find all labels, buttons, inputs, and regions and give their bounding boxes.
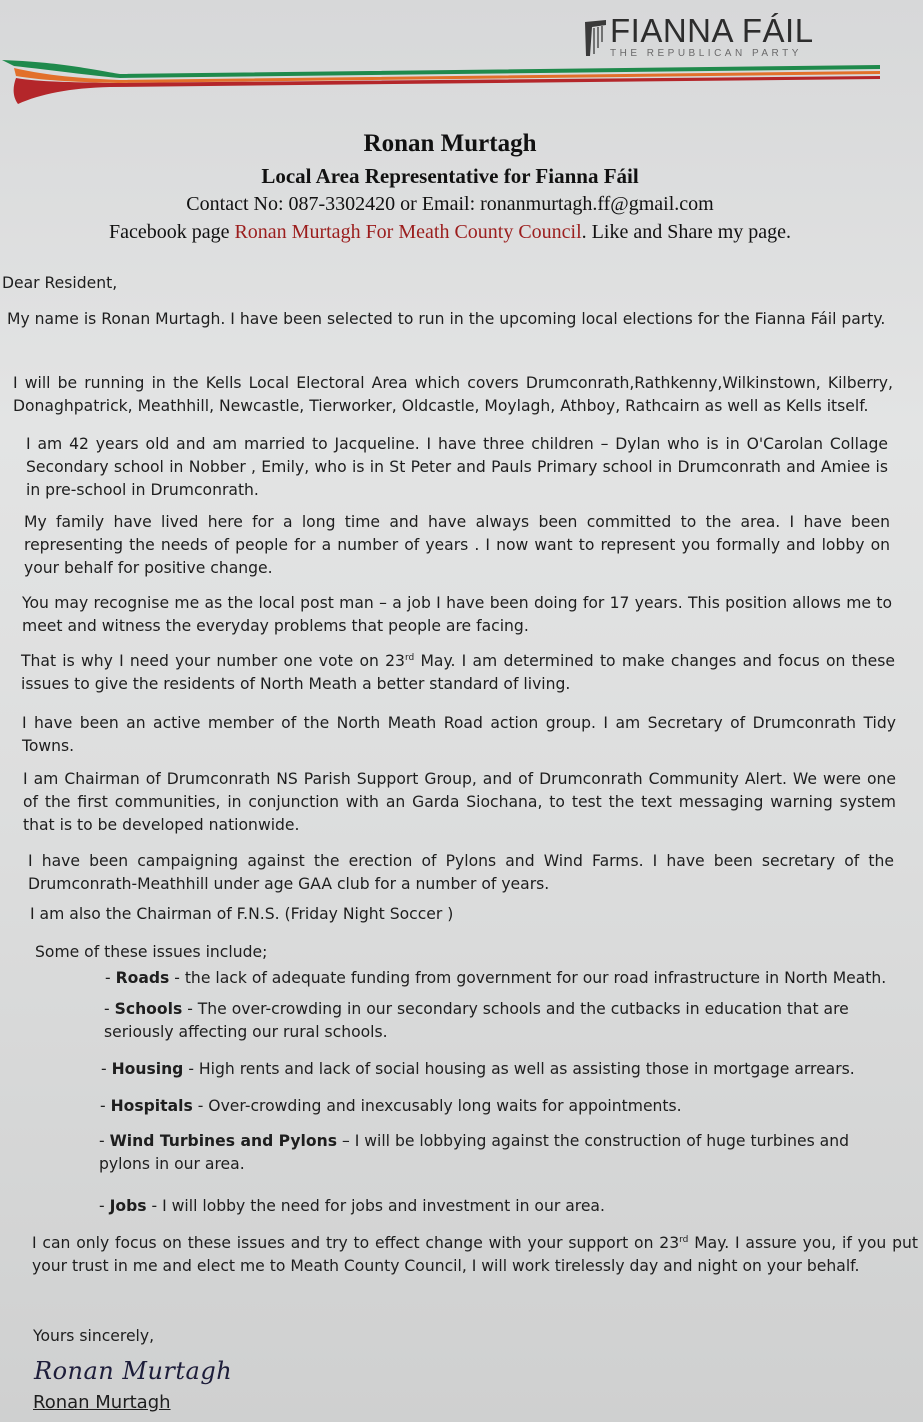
tricolour-swoosh <box>0 52 923 112</box>
issue-title: Wind Turbines and Pylons <box>109 1132 337 1150</box>
appeal-text-b: May. I assure you, if you put your trust in me and elect me to Meath County Council, I will work tirelessly day and night on your behalf. <box>32 1234 918 1275</box>
appeal-text-a: I can only focus on these issues and try to effect change with your support on 23 <box>32 1234 680 1252</box>
facebook-prefix: Facebook page <box>108 221 235 243</box>
logo-brand: FIANNA FÁIL <box>610 12 814 49</box>
issue-title: Hospitals <box>110 1097 193 1115</box>
issue-item-jobs: - Jobs - I will lobby the need for jobs and investment in our area. <box>99 1197 605 1215</box>
paragraph-pylons: I have been campaigning against the erection of Pylons and Wind Farms. I have been secretary of the Drumconrath-Meathhill under age GAA club for a number of years. <box>28 852 894 893</box>
vote-date-suffix: rd <box>404 652 415 663</box>
paragraph-electoral-area: I will be running in the Kells Local Electoral Area which covers Drumconrath,Rathkenny,Wilkinstown, Kilberry, Donaghpatrick, Meathhill, Newcastle, Tierworker, Oldcastle, Moylagh, Athboy, Rathcairn as well as Kells itself. <box>13 374 893 415</box>
salutation: Dear Resident, <box>2 274 118 292</box>
facebook-line <box>0 218 900 246</box>
paragraph-community: I am Chairman of Drumconrath NS Parish Support Group, and of Drumconrath Community Alert. We were one of the first communities, in conjunction with an Garda Siochana, to test the text messaging warning system that is to be developed nationwide. <box>23 770 896 834</box>
issue-item-roads: - Roads - the lack of adequate funding from government for our road infrastructure in North Meath. <box>105 969 887 987</box>
issue-item-schools: - Schools - The over-crowding in our secondary schools and the cutbacks in education that are seriously affecting our rural schools. <box>104 1000 849 1041</box>
issue-item-wind-turbines: - Wind Turbines and Pylons – I will be lobbying against the construction of huge turbines and pylons in our area. <box>99 1132 850 1173</box>
printed-name: Ronan Murtagh <box>33 1392 171 1413</box>
issue-text: - the lack of adequate funding from government for our road infrastructure in North Meath. <box>169 969 887 987</box>
issue-text: - I will lobby the need for jobs and investment in our area. <box>146 1197 605 1215</box>
issue-item-hospitals: - Hospitals - Over-crowding and inexcusably long waits for appointments. <box>100 1097 682 1115</box>
paragraph-closing-appeal <box>32 1232 918 1278</box>
appeal-date-suffix: rd <box>679 1234 689 1245</box>
paragraph-commitment: My family have lived here for a long time and have always been committed to the area. I have been representing the needs of people for a number of years . I now want to represent you formally and lobby on your behalf for positive change. <box>24 513 890 577</box>
vote-text-a: That is why I need your number one vote on 23 <box>21 652 405 670</box>
paragraph-postman: You may recognise me as the local post man – a job I have been doing for 17 years. This position allows me to meet and witness the everyday problems that people are facing. <box>22 594 892 635</box>
issue-title: Schools <box>114 1000 183 1018</box>
contact-line: Contact No: 087-3302420 or Email: ronanmurtagh.ff@gmail.com <box>186 193 714 215</box>
paragraph-fns: I am also the Chairman of F.N.S. (Friday Night Soccer ) <box>30 905 454 923</box>
letter-header <box>0 126 900 246</box>
issue-text: – I will be lobbying against the construction of huge turbines and pylons in our area. <box>99 1132 850 1173</box>
issue-text: - The over-crowding in our secondary schools and the cutbacks in education that are seriously affecting our rural schools. <box>104 1000 849 1041</box>
candidate-role: Local Area Representative for Fianna Fáil <box>261 164 639 188</box>
closing-line: Yours sincerely, <box>33 1327 155 1345</box>
issue-title: Roads <box>115 969 170 987</box>
logo-tagline: THE REPUBLICAN PARTY <box>610 48 802 59</box>
vote-text-b: May. I am determined to make changes and focus on these issues to give the residents of North Meath a better standard of living. <box>21 652 895 693</box>
facebook-page-link[interactable]: Ronan Murtagh For Meath County Council <box>234 221 582 243</box>
candidate-name: Ronan Murtagh <box>363 130 537 157</box>
issue-text: - High rents and lack of social housing as well as assisting those in mortgage arrears. <box>183 1060 855 1078</box>
paragraph-intro: My name is Ronan Murtagh. I have been selected to run in the upcoming local elections for the Fianna Fáil party. <box>7 310 886 328</box>
issue-text: - Over-crowding and inexcusably long waits for appointments. <box>192 1097 682 1115</box>
issue-title: Jobs <box>109 1197 147 1215</box>
paragraph-road-action: I have been an active member of the North Meath Road action group. I am Secretary of Drumconrath Tidy Towns. <box>22 714 896 755</box>
issue-title: Housing <box>111 1060 184 1078</box>
paragraph-issues-intro: Some of these issues include; <box>35 943 268 961</box>
paragraph-vote <box>21 650 895 696</box>
facebook-suffix: . Like and Share my page. <box>581 221 792 243</box>
paragraph-family: I am 42 years old and am married to Jacqueline. I have three children – Dylan who is in O'Carolan Collage Secondary school in Nobber , Emily, who is in St Peter and Pauls Primary school in Drumconrath and Amiee is in pre-school in Drumconrath. <box>26 435 888 499</box>
handwritten-signature: Ronan Murtagh <box>34 1357 233 1385</box>
issue-item-housing: - Housing - High rents and lack of social housing as well as assisting those in mortgage arrears. <box>101 1060 855 1078</box>
